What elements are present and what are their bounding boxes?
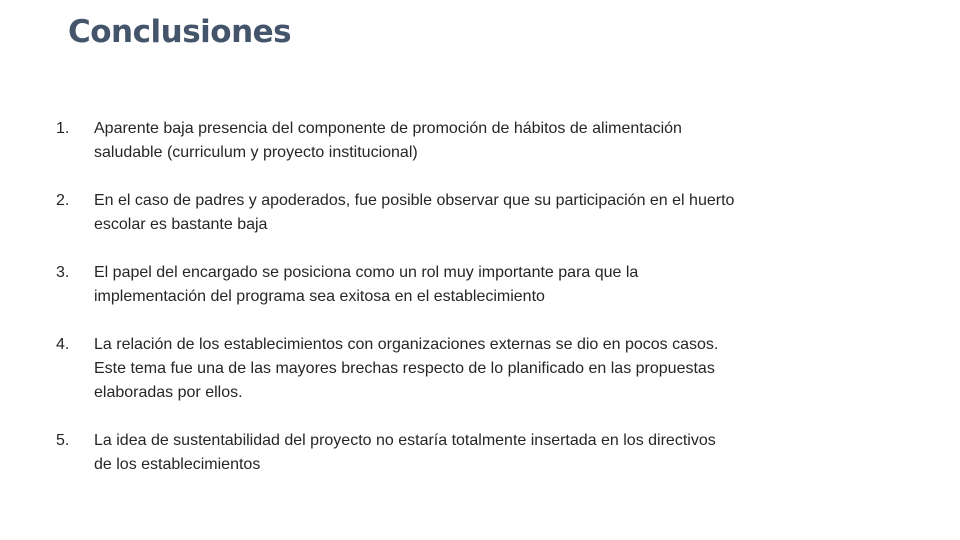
list-item-line: En el caso de padres y apoderados, fue posible observar que su participación en el huerto (94, 192, 735, 209)
list-item-text (94, 429, 916, 477)
list-item-line: La relación de los establecimientos con organizaciones externas se dio en pocos casos. (94, 336, 719, 353)
list-item-number: 4. (56, 336, 70, 353)
slide-title: Conclusiones (68, 14, 292, 50)
list-item-number: 2. (56, 192, 70, 209)
list-item-line: Este tema fue una de las mayores brechas respecto de lo planificado en las propuestas (94, 360, 715, 377)
list-item (56, 429, 916, 477)
list-item-text (94, 261, 916, 309)
list-item-line: implementación del programa sea exitosa en el establecimiento (94, 288, 545, 305)
list-item-text (94, 189, 916, 237)
list-item-line: saludable (curriculum y proyecto institucional) (94, 144, 418, 161)
list-item-number: 3. (56, 264, 70, 281)
list-item (56, 333, 916, 405)
list-item-line: de los establecimientos (94, 456, 261, 473)
list-item-text (94, 333, 916, 405)
list-item (56, 117, 916, 165)
list-item-line: La idea de sustentabilidad del proyecto no estaría totalmente insertada en los directivos (94, 432, 716, 449)
list-item-line: escolar es bastante baja (94, 216, 268, 233)
list-item-line: Aparente baja presencia del componente de promoción de hábitos de alimentación (94, 120, 682, 137)
list-item-number: 1. (56, 120, 70, 137)
list-item-text (94, 117, 916, 165)
list-item-number: 5. (56, 432, 70, 449)
conclusions-list (56, 117, 916, 501)
list-item (56, 189, 916, 237)
list-item (56, 261, 916, 309)
list-item-line: El papel del encargado se posiciona como un rol muy importante para que la (94, 264, 639, 281)
list-item-line: elaboradas por ellos. (94, 384, 243, 401)
